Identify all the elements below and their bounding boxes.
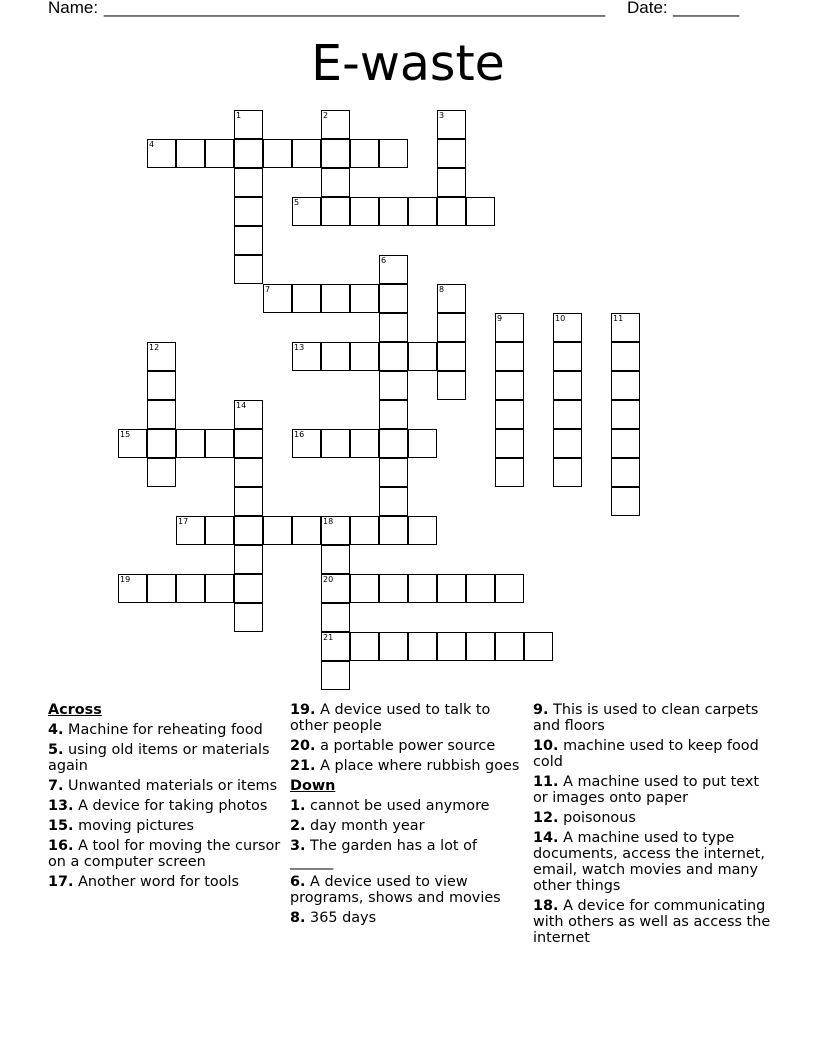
grid-cell[interactable] — [321, 545, 350, 574]
clue-number: 14 — [236, 401, 247, 410]
name-label: Name: — [48, 0, 103, 17]
grid-cell[interactable] — [321, 168, 350, 197]
grid-cell[interactable] — [321, 661, 350, 690]
grid-cell[interactable] — [350, 197, 379, 226]
grid-cell[interactable] — [495, 574, 524, 603]
clue-number: 20 — [323, 575, 334, 584]
clue-number: 13 — [294, 343, 305, 352]
grid-cell[interactable] — [205, 574, 234, 603]
clue-number: 8 — [439, 285, 445, 294]
clue-number: 4 — [149, 140, 155, 149]
grid-cell[interactable] — [437, 371, 466, 400]
grid-cell[interactable] — [205, 139, 234, 168]
grid-cell[interactable] — [350, 342, 379, 371]
grid-cell[interactable] — [379, 342, 408, 371]
grid-cell[interactable] — [437, 632, 466, 661]
grid-cell[interactable] — [611, 458, 640, 487]
grid-cell[interactable] — [321, 342, 350, 371]
clue-number: 9 — [497, 314, 503, 323]
grid-cell[interactable] — [495, 371, 524, 400]
clue-down-12: 12. poisonous — [533, 810, 636, 826]
clue-across-17: 17. Another word for tools — [48, 874, 240, 890]
grid-cell[interactable] — [379, 371, 408, 400]
grid-cell[interactable] — [321, 197, 350, 226]
grid-cell[interactable] — [437, 284, 466, 313]
grid-cell[interactable] — [379, 632, 408, 661]
grid-cell[interactable] — [408, 516, 437, 545]
name-line[interactable]: _____________________________________________________ — [104, 0, 606, 17]
grid-cell[interactable] — [437, 110, 466, 139]
grid-cell[interactable] — [292, 342, 321, 371]
grid-cell[interactable] — [263, 139, 292, 168]
clue-number: 19 — [120, 575, 131, 584]
down-heading: Down — [290, 778, 336, 794]
grid-cell[interactable] — [437, 574, 466, 603]
grid-cell[interactable] — [118, 574, 147, 603]
clue-number: 11 — [613, 314, 624, 323]
clue-down-1: 1. cannot be used anymore — [290, 798, 490, 814]
clue-down-18: 18. A device for communicating with others as well as access the internet — [533, 898, 771, 946]
grid-cell[interactable] — [553, 313, 582, 342]
clue-down-10: 10. machine used to keep food cold — [533, 738, 759, 770]
grid-cell[interactable] — [234, 255, 263, 284]
clue-down-2: 2. day month year — [290, 818, 425, 834]
grid-cell[interactable] — [466, 632, 495, 661]
clue-column-2 — [290, 702, 526, 930]
grid-cell[interactable] — [321, 516, 350, 545]
page-title: E-waste — [311, 35, 505, 92]
grid-cell[interactable] — [234, 197, 263, 226]
grid-cell[interactable] — [234, 458, 263, 487]
grid-cell[interactable] — [234, 400, 263, 429]
grid-cell[interactable] — [234, 226, 263, 255]
grid-cell[interactable] — [611, 429, 640, 458]
clue-number: 3 — [439, 111, 445, 120]
grid-cell[interactable] — [321, 603, 350, 632]
grid-cell[interactable] — [379, 458, 408, 487]
clue-column-3 — [533, 702, 773, 950]
clue-across-20: 20. a portable power source — [290, 738, 496, 754]
clue-down-14: 14. A machine used to type documents, access the internet, email, watch movies and many other things — [533, 830, 765, 894]
grid-cell[interactable] — [234, 429, 263, 458]
grid-cell[interactable] — [234, 168, 263, 197]
grid-cell[interactable] — [350, 139, 379, 168]
grid-cell[interactable] — [495, 632, 524, 661]
grid-cell[interactable] — [553, 371, 582, 400]
clue-across-13: 13. A device for taking photos — [48, 798, 268, 814]
grid-cell[interactable] — [234, 603, 263, 632]
grid-cell[interactable] — [379, 574, 408, 603]
clue-down-6: 6. A device used to view programs, shows and movies — [290, 874, 501, 906]
grid-cell[interactable] — [350, 284, 379, 313]
grid-cell[interactable] — [292, 284, 321, 313]
grid-cell[interactable] — [437, 342, 466, 371]
clue-number: 15 — [120, 430, 131, 439]
grid-cell[interactable] — [611, 400, 640, 429]
grid-cell[interactable] — [408, 197, 437, 226]
clue-across-7: 7. Unwanted materials or items — [48, 778, 278, 794]
grid-cell[interactable] — [553, 429, 582, 458]
grid-cell[interactable] — [437, 139, 466, 168]
grid-cell[interactable] — [379, 487, 408, 516]
grid-cell[interactable] — [176, 574, 205, 603]
grid-cell[interactable] — [379, 284, 408, 313]
grid-cell[interactable] — [350, 632, 379, 661]
grid-cell[interactable] — [379, 429, 408, 458]
grid-cell[interactable] — [176, 139, 205, 168]
clue-across-19: 19. A device used to talk to other people — [290, 702, 491, 734]
clue-number: 6 — [381, 256, 387, 265]
date-line[interactable]: _______ — [673, 0, 740, 17]
grid-cell[interactable] — [495, 429, 524, 458]
grid-cell[interactable] — [147, 429, 176, 458]
grid-cell[interactable] — [234, 139, 263, 168]
grid-cell[interactable] — [408, 574, 437, 603]
grid-cell[interactable] — [379, 197, 408, 226]
clue-number: 17 — [178, 517, 189, 526]
clue-number: 1 — [236, 111, 242, 120]
grid-cell[interactable] — [321, 139, 350, 168]
grid-cell[interactable] — [147, 458, 176, 487]
clue-down-8: 8. 365 days — [290, 910, 377, 926]
clue-down-3: 3. The garden has a lot of ______ — [290, 838, 477, 870]
grid-cell[interactable] — [350, 574, 379, 603]
grid-cell[interactable] — [234, 574, 263, 603]
grid-cell[interactable] — [147, 139, 176, 168]
grid-cell[interactable] — [292, 429, 321, 458]
clue-across-16: 16. A tool for moving the cursor on a computer screen — [48, 838, 281, 870]
grid-cell[interactable] — [611, 342, 640, 371]
grid-cell[interactable] — [553, 458, 582, 487]
grid-cell[interactable] — [321, 429, 350, 458]
grid-cell[interactable] — [147, 371, 176, 400]
clue-across-4: 4. Machine for reheating food — [48, 722, 263, 738]
grid-cell[interactable] — [379, 400, 408, 429]
grid-cell[interactable] — [350, 429, 379, 458]
grid-cell[interactable] — [379, 516, 408, 545]
grid-cell[interactable] — [205, 516, 234, 545]
grid-cell[interactable] — [437, 313, 466, 342]
grid-cell[interactable] — [466, 574, 495, 603]
grid-cell[interactable] — [466, 197, 495, 226]
clue-across-5: 5. using old items or materials again — [48, 742, 270, 774]
grid-cell[interactable] — [292, 139, 321, 168]
grid-cell[interactable] — [553, 400, 582, 429]
clue-number: 12 — [149, 343, 160, 352]
grid-cell[interactable] — [379, 255, 408, 284]
grid-cell[interactable] — [611, 371, 640, 400]
grid-cell[interactable] — [176, 516, 205, 545]
grid-cell[interactable] — [553, 342, 582, 371]
grid-cell[interactable] — [234, 487, 263, 516]
grid-cell[interactable] — [234, 516, 263, 545]
clue-number: 21 — [323, 633, 334, 642]
grid-cell[interactable] — [408, 632, 437, 661]
grid-cell[interactable] — [234, 545, 263, 574]
clue-number: 16 — [294, 430, 305, 439]
clue-number: 18 — [323, 517, 334, 526]
clue-number: 2 — [323, 111, 329, 120]
grid-cell[interactable] — [234, 110, 263, 139]
grid-cell[interactable] — [321, 110, 350, 139]
grid-cell[interactable] — [495, 342, 524, 371]
grid-cell[interactable] — [263, 516, 292, 545]
clue-number: 10 — [555, 314, 566, 323]
grid-cell[interactable] — [292, 197, 321, 226]
grid-cell[interactable] — [611, 487, 640, 516]
grid-cell[interactable] — [611, 313, 640, 342]
grid-cell[interactable] — [147, 574, 176, 603]
grid-cell[interactable] — [495, 458, 524, 487]
grid-cell[interactable] — [350, 516, 379, 545]
grid-cell[interactable] — [118, 429, 147, 458]
grid-cell[interactable] — [147, 342, 176, 371]
grid-cell[interactable] — [147, 400, 176, 429]
across-heading: Across — [48, 702, 102, 718]
clue-across-15: 15. moving pictures — [48, 818, 195, 834]
clue-number: 7 — [265, 285, 271, 294]
clue-across-21: 21. A place where rubbish goes — [290, 758, 520, 774]
grid-cell[interactable] — [292, 516, 321, 545]
grid-cell[interactable] — [321, 632, 350, 661]
grid-cell[interactable] — [495, 400, 524, 429]
grid-cell[interactable] — [524, 632, 553, 661]
grid-cell[interactable] — [408, 429, 437, 458]
grid-cell[interactable] — [263, 284, 292, 313]
grid-cell[interactable] — [437, 168, 466, 197]
grid-cell[interactable] — [437, 197, 466, 226]
grid-cell[interactable] — [495, 313, 524, 342]
clue-down-9: 9. This is used to clean carpets and floors — [533, 702, 759, 734]
clue-column-1 — [48, 702, 284, 894]
grid-cell[interactable] — [176, 429, 205, 458]
clue-number: 5 — [294, 198, 300, 207]
grid-cell[interactable] — [379, 139, 408, 168]
grid-cell[interactable] — [205, 429, 234, 458]
date-label: Date: — [627, 0, 673, 17]
clue-down-11: 11. A machine used to put text or images onto paper — [533, 774, 759, 806]
grid-cell[interactable] — [408, 342, 437, 371]
grid-cell[interactable] — [379, 313, 408, 342]
grid-cell[interactable] — [321, 574, 350, 603]
grid-cell[interactable] — [321, 284, 350, 313]
